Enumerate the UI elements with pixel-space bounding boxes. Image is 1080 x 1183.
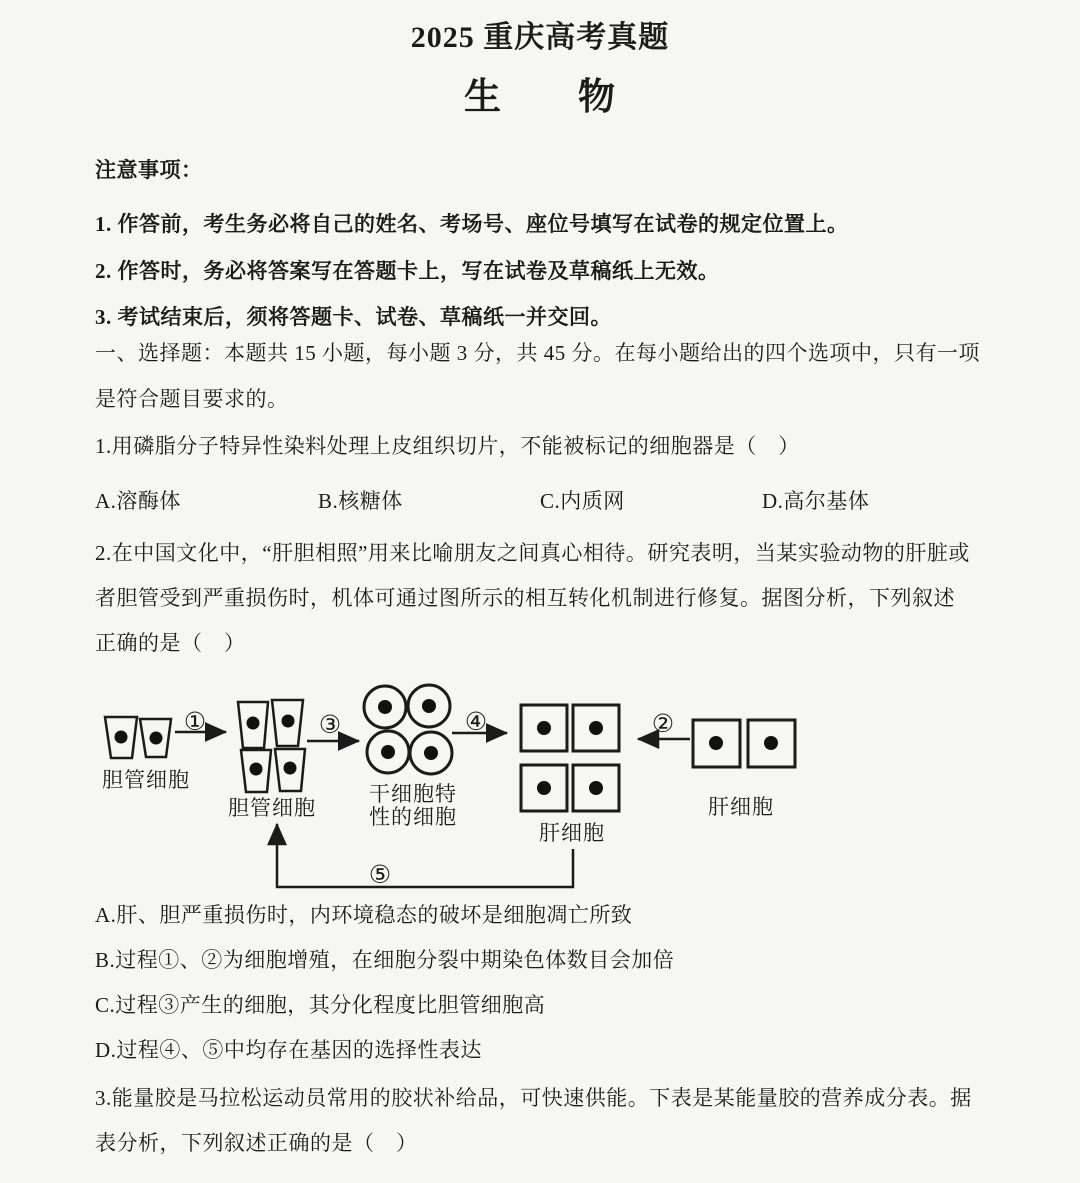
question-2-option-a: A.肝、胆严重损伤时，内环境稳态的破坏是细胞凋亡所致 bbox=[95, 903, 633, 927]
section-intro-line-1: 一、选择题：本题共 15 小题，每小题 3 分，共 45 分。在每小题给出的四个选项中，只有一项 bbox=[95, 341, 980, 365]
exam-title: 2025 重庆高考真题 bbox=[410, 21, 670, 54]
question-2-line-2: 者胆管受到严重损伤时，机体可通过图所示的相互转化机制进行修复。据图分析，下列叙述 bbox=[95, 586, 955, 610]
notice-heading: 注意事项： bbox=[95, 158, 203, 182]
question-2-option-d: D.过程④、⑤中均存在基因的选择性表达 bbox=[95, 1038, 482, 1062]
question-3-line-1: 3.能量胶是马拉松运动员常用的胶状补给品，可快速供能。下表是某能量胶的营养成分表。据 bbox=[95, 1086, 972, 1110]
liver-cells-label-mid: 肝细胞 bbox=[539, 821, 605, 845]
question-2-option-c: C.过程③产生的细胞，其分化程度比胆管细胞高 bbox=[95, 993, 546, 1017]
question-1-text: 1.用磷脂分子特异性染料处理上皮组织切片，不能被标记的细胞器是（ ） bbox=[95, 434, 800, 458]
bile-duct-cells-group bbox=[238, 700, 305, 792]
notice-item-3: 3. 考试结束后，须将答题卡、试卷、草稿纸一并交回。 bbox=[95, 305, 612, 329]
liver-cells-group bbox=[521, 705, 619, 811]
step-5-label: ⑤ bbox=[368, 860, 392, 889]
step-3-label: ③ bbox=[318, 710, 342, 739]
arrow-process-5 bbox=[277, 824, 573, 887]
question-2-line-3: 正确的是（ ） bbox=[95, 631, 246, 655]
bile-duct-cells-label-left: 胆管细胞 bbox=[102, 768, 190, 792]
bile-duct-cells-label-mid: 胆管细胞 bbox=[228, 796, 316, 820]
cell-conversion-diagram bbox=[0, 668, 1080, 903]
step-2-label: ② bbox=[651, 709, 675, 738]
stem-cell-label-line-1: 干细胞特 bbox=[369, 782, 457, 806]
section-intro-line-2: 是符合题目要求的。 bbox=[95, 387, 289, 411]
subject-title: 生 物 bbox=[464, 77, 616, 118]
question-2-option-b: B.过程①、②为细胞增殖，在细胞分裂中期染色体数目会加倍 bbox=[95, 948, 675, 972]
question-1-option-a: A.溶酶体 bbox=[95, 489, 181, 513]
bile-duct-cells-pair bbox=[105, 717, 171, 758]
question-2-line-1: 2.在中国文化中，“肝胆相照”用来比喻朋友之间真心相待。研究表明，当某实验动物的肝脏或 bbox=[95, 541, 970, 565]
stem-cell-like-cells-group bbox=[364, 685, 452, 774]
step-4-label: ④ bbox=[464, 707, 488, 736]
liver-cells-label-right: 肝细胞 bbox=[708, 795, 774, 819]
question-1-option-b: B.核糖体 bbox=[318, 489, 403, 513]
notice-item-1: 1. 作答前，考生务必将自己的姓名、考场号、座位号填写在试卷的规定位置上。 bbox=[95, 212, 849, 236]
question-1-option-d: D.高尔基体 bbox=[762, 489, 870, 513]
question-3-line-2: 表分析，下列叙述正确的是（ ） bbox=[95, 1131, 418, 1155]
stem-cell-label-line-2: 性的细胞 bbox=[369, 805, 457, 829]
liver-cells-pair bbox=[693, 720, 795, 767]
question-1-option-c: C.内质网 bbox=[540, 489, 625, 513]
notice-item-2: 2. 作答时，务必将答案写在答题卡上，写在试卷及草稿纸上无效。 bbox=[95, 259, 720, 283]
step-1-label: ① bbox=[183, 707, 207, 736]
